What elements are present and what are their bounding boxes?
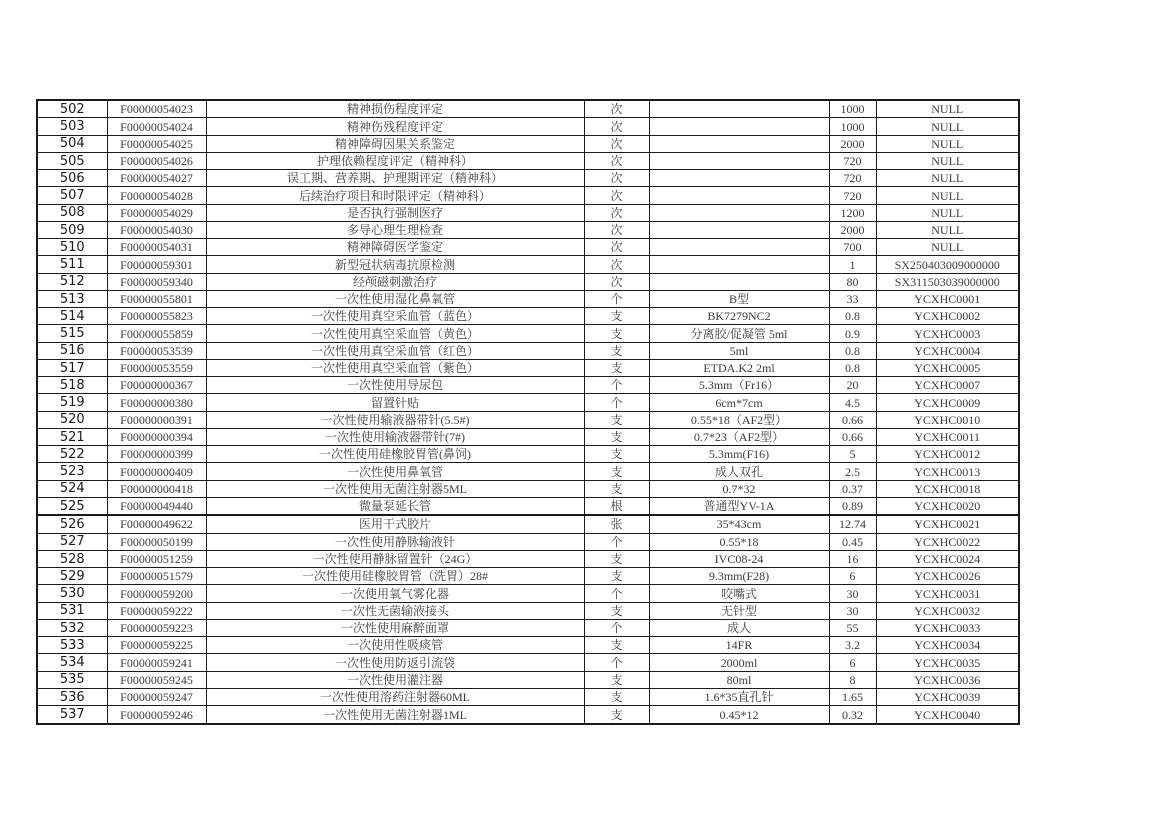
spec-cell: 5ml	[649, 342, 829, 359]
table-row	[37, 290, 1019, 307]
catalog-code-cell: YCXHC0034	[876, 637, 1019, 654]
spec-cell	[649, 170, 829, 187]
spec-cell: 35*43cm	[649, 515, 829, 533]
row-number-cell: 515	[37, 325, 107, 342]
price-cell: 30	[829, 602, 876, 619]
catalog-code-cell: YCXHC0021	[876, 515, 1019, 533]
catalog-code-cell: NULL	[876, 239, 1019, 256]
item-code-cell: F00000059247	[107, 688, 206, 705]
item-name-cell: 一次性使用湿化鼻氧管	[206, 290, 584, 307]
unit-cell: 次	[584, 152, 649, 169]
table-row	[37, 187, 1019, 204]
spec-cell: 0.55*18（AF2型）	[649, 411, 829, 428]
item-code-cell: F00000051579	[107, 568, 206, 585]
catalog-code-cell: YCXHC0033	[876, 619, 1019, 636]
row-number-cell: 520	[37, 411, 107, 428]
spec-cell: 9.3mm(F28)	[649, 568, 829, 585]
row-number-cell: 529	[37, 568, 107, 585]
row-number-cell: 535	[37, 671, 107, 688]
spec-cell	[649, 187, 829, 204]
catalog-code-cell: YCXHC0010	[876, 411, 1019, 428]
unit-cell: 支	[584, 446, 649, 463]
row-number-cell: 527	[37, 533, 107, 550]
unit-cell: 根	[584, 497, 649, 515]
item-code-cell: F00000054024	[107, 118, 206, 135]
row-number-cell: 507	[37, 187, 107, 204]
table-row	[37, 394, 1019, 411]
table-row	[37, 619, 1019, 636]
table-row	[37, 100, 1019, 118]
price-cell: 0.89	[829, 497, 876, 515]
item-code-cell: F00000059301	[107, 256, 206, 273]
unit-cell: 个	[584, 377, 649, 394]
table-row	[37, 446, 1019, 463]
table-row	[37, 273, 1019, 290]
item-name-cell: 后续治疗项目和时限评定（精神科）	[206, 187, 584, 204]
item-code-cell: F00000000367	[107, 377, 206, 394]
item-name-cell: 一次性使用静脉输液针	[206, 533, 584, 550]
row-number-cell: 516	[37, 342, 107, 359]
unit-cell: 支	[584, 568, 649, 585]
item-code-cell: F00000059246	[107, 706, 206, 724]
row-number-cell: 523	[37, 463, 107, 480]
item-name-cell: 新型冠状病毒抗原检测	[206, 256, 584, 273]
catalog-code-cell: YCXHC0009	[876, 394, 1019, 411]
item-name-cell: 一次性使用真空采血管（红色）	[206, 342, 584, 359]
item-code-cell: F00000059200	[107, 585, 206, 602]
unit-cell: 支	[584, 463, 649, 480]
spec-cell	[649, 273, 829, 290]
row-number-cell: 533	[37, 637, 107, 654]
catalog-code-cell: YCXHC0039	[876, 688, 1019, 705]
item-name-cell: 误工期、营养期、护理期评定（精神科）	[206, 170, 584, 187]
unit-cell: 支	[584, 706, 649, 724]
item-code-cell: F00000000399	[107, 446, 206, 463]
item-code-cell: F00000054031	[107, 239, 206, 256]
table-row	[37, 497, 1019, 515]
unit-cell: 个	[584, 533, 649, 550]
item-name-cell: 一次性使用麻醉面罩	[206, 619, 584, 636]
price-cell: 1	[829, 256, 876, 273]
unit-cell: 支	[584, 602, 649, 619]
row-number-cell: 517	[37, 359, 107, 376]
table-row	[37, 152, 1019, 169]
price-cell: 0.37	[829, 480, 876, 497]
catalog-code-cell: YCXHC0018	[876, 480, 1019, 497]
spec-cell	[649, 204, 829, 221]
item-name-cell: 一次性使用导尿包	[206, 377, 584, 394]
unit-cell: 次	[584, 204, 649, 221]
row-number-cell: 509	[37, 221, 107, 238]
price-cell: 55	[829, 619, 876, 636]
price-cell: 0.8	[829, 308, 876, 325]
price-cell: 6	[829, 568, 876, 585]
table-row	[37, 256, 1019, 273]
catalog-code-cell: YCXHC0026	[876, 568, 1019, 585]
spec-cell: IVC08-24	[649, 550, 829, 567]
price-cell: 1000	[829, 100, 876, 118]
unit-cell: 个	[584, 394, 649, 411]
unit-cell: 支	[584, 308, 649, 325]
spec-cell: 成人	[649, 619, 829, 636]
row-number-cell: 505	[37, 152, 107, 169]
spec-cell: 无针型	[649, 602, 829, 619]
unit-cell: 支	[584, 480, 649, 497]
item-code-cell: F00000049622	[107, 515, 206, 533]
price-cell: 16	[829, 550, 876, 567]
unit-cell: 支	[584, 688, 649, 705]
unit-cell: 次	[584, 187, 649, 204]
unit-cell: 支	[584, 637, 649, 654]
row-number-cell: 518	[37, 377, 107, 394]
price-cell: 2000	[829, 135, 876, 152]
spec-cell	[649, 100, 829, 118]
price-cell: 5	[829, 446, 876, 463]
table-row	[37, 480, 1019, 497]
table-row	[37, 221, 1019, 238]
item-name-cell: 一次使用氧气雾化器	[206, 585, 584, 602]
unit-cell: 支	[584, 359, 649, 376]
item-code-cell: F00000059225	[107, 637, 206, 654]
item-name-cell: 一次性无菌输液接头	[206, 602, 584, 619]
row-number-cell: 530	[37, 585, 107, 602]
item-code-cell: F00000054025	[107, 135, 206, 152]
item-name-cell: 留置针贴	[206, 394, 584, 411]
unit-cell: 个	[584, 654, 649, 671]
row-number-cell: 536	[37, 688, 107, 705]
catalog-code-cell: YCXHC0002	[876, 308, 1019, 325]
price-cell: 6	[829, 654, 876, 671]
catalog-code-cell: SX311503039000000	[876, 273, 1019, 290]
row-number-cell: 511	[37, 256, 107, 273]
spec-cell: 0.7*32	[649, 480, 829, 497]
item-name-cell: 一次性使用真空采血管（蓝色）	[206, 308, 584, 325]
unit-cell: 次	[584, 239, 649, 256]
price-cell: 0.45	[829, 533, 876, 550]
item-name-cell: 一次性使用输液器带针(7#)	[206, 428, 584, 445]
table-row	[37, 204, 1019, 221]
unit-cell: 个	[584, 619, 649, 636]
row-number-cell: 514	[37, 308, 107, 325]
spec-cell	[649, 118, 829, 135]
item-name-cell: 精神伤残程度评定	[206, 118, 584, 135]
catalog-code-cell: YCXHC0040	[876, 706, 1019, 724]
price-cell: 720	[829, 152, 876, 169]
table-row	[37, 342, 1019, 359]
catalog-code-cell: YCXHC0004	[876, 342, 1019, 359]
table-row	[37, 239, 1019, 256]
spec-cell	[649, 239, 829, 256]
spec-cell: 0.7*23（AF2型）	[649, 428, 829, 445]
spec-cell: 6cm*7cm	[649, 394, 829, 411]
row-number-cell: 531	[37, 602, 107, 619]
table-row	[37, 637, 1019, 654]
catalog-code-cell: NULL	[876, 170, 1019, 187]
item-code-cell: F00000000409	[107, 463, 206, 480]
catalog-code-cell: NULL	[876, 118, 1019, 135]
item-code-cell: F00000054030	[107, 221, 206, 238]
table-row	[37, 688, 1019, 705]
item-code-cell: F00000000380	[107, 394, 206, 411]
catalog-code-cell: YCXHC0005	[876, 359, 1019, 376]
row-number-cell: 504	[37, 135, 107, 152]
price-cell: 33	[829, 290, 876, 307]
unit-cell: 支	[584, 550, 649, 567]
price-cell: 0.8	[829, 359, 876, 376]
table-row	[37, 533, 1019, 550]
item-name-cell: 一次性使用输液器带针(5.5#)	[206, 411, 584, 428]
unit-cell: 次	[584, 170, 649, 187]
item-name-cell: 护理依赖程度评定（精神科）	[206, 152, 584, 169]
table-row	[37, 654, 1019, 671]
item-name-cell: 经颅磁刺激治疗	[206, 273, 584, 290]
item-name-cell: 一次性使用真空采血管（紫色）	[206, 359, 584, 376]
item-name-cell: 微量泵延长管	[206, 497, 584, 515]
catalog-code-cell: YCXHC0032	[876, 602, 1019, 619]
spec-cell: 0.55*18	[649, 533, 829, 550]
price-cell: 0.32	[829, 706, 876, 724]
unit-cell: 张	[584, 515, 649, 533]
item-code-cell: F00000055801	[107, 290, 206, 307]
unit-cell: 次	[584, 273, 649, 290]
price-cell: 80	[829, 273, 876, 290]
price-cell: 0.66	[829, 428, 876, 445]
catalog-code-cell: YCXHC0001	[876, 290, 1019, 307]
unit-cell: 次	[584, 118, 649, 135]
item-code-cell: F00000059245	[107, 671, 206, 688]
item-name-cell: 一次性使用真空采血管（黄色）	[206, 325, 584, 342]
item-name-cell: 一次性使用灌注器	[206, 671, 584, 688]
spec-cell: B型	[649, 290, 829, 307]
catalog-code-cell: YCXHC0031	[876, 585, 1019, 602]
price-cell: 3.2	[829, 637, 876, 654]
row-number-cell: 525	[37, 497, 107, 515]
table-row	[37, 135, 1019, 152]
spec-cell: ETDA.K2 2ml	[649, 359, 829, 376]
spec-cell: 咬嘴式	[649, 585, 829, 602]
spec-cell: BK7279NC2	[649, 308, 829, 325]
item-name-cell: 一次使用性吸痰管	[206, 637, 584, 654]
price-cell: 720	[829, 187, 876, 204]
table-row	[37, 428, 1019, 445]
catalog-code-cell: YCXHC0013	[876, 463, 1019, 480]
item-code-cell: F00000059241	[107, 654, 206, 671]
row-number-cell: 512	[37, 273, 107, 290]
spec-cell: 14FR	[649, 637, 829, 654]
catalog-code-cell: YCXHC0024	[876, 550, 1019, 567]
spec-cell: 5.3mm(F16)	[649, 446, 829, 463]
row-number-cell: 532	[37, 619, 107, 636]
item-code-cell: F00000049440	[107, 497, 206, 515]
row-number-cell: 526	[37, 515, 107, 533]
catalog-code-cell: YCXHC0011	[876, 428, 1019, 445]
item-code-cell: F00000059223	[107, 619, 206, 636]
price-cell: 0.9	[829, 325, 876, 342]
table-row	[37, 706, 1019, 724]
spec-cell	[649, 221, 829, 238]
row-number-cell: 534	[37, 654, 107, 671]
item-name-cell: 一次性使用防返引流袋	[206, 654, 584, 671]
table-row	[37, 568, 1019, 585]
catalog-code-cell: NULL	[876, 152, 1019, 169]
item-code-cell: F00000054029	[107, 204, 206, 221]
table-row	[37, 118, 1019, 135]
unit-cell: 个	[584, 290, 649, 307]
item-code-cell: F00000053559	[107, 359, 206, 376]
item-code-cell: F00000055823	[107, 308, 206, 325]
medical-items-table	[36, 99, 1020, 725]
table-row	[37, 463, 1019, 480]
unit-cell: 次	[584, 221, 649, 238]
price-cell: 700	[829, 239, 876, 256]
unit-cell: 支	[584, 325, 649, 342]
item-name-cell: 精神障碍因果关系鉴定	[206, 135, 584, 152]
item-code-cell: F00000053539	[107, 342, 206, 359]
unit-cell: 支	[584, 342, 649, 359]
table-row	[37, 170, 1019, 187]
table-row	[37, 377, 1019, 394]
item-code-cell: F00000000394	[107, 428, 206, 445]
price-cell: 4.5	[829, 394, 876, 411]
item-code-cell: F00000000418	[107, 480, 206, 497]
item-name-cell: 精神障碍医学鉴定	[206, 239, 584, 256]
table-row	[37, 585, 1019, 602]
price-cell: 20	[829, 377, 876, 394]
unit-cell: 次	[584, 100, 649, 118]
spec-cell: 80ml	[649, 671, 829, 688]
spec-cell: 0.45*12	[649, 706, 829, 724]
spec-cell	[649, 256, 829, 273]
catalog-code-cell: YCXHC0012	[876, 446, 1019, 463]
item-code-cell: F00000054026	[107, 152, 206, 169]
price-cell: 1.65	[829, 688, 876, 705]
unit-cell: 次	[584, 256, 649, 273]
catalog-code-cell: YCXHC0022	[876, 533, 1019, 550]
item-name-cell: 一次性使用硅橡胶胃管（洗胃）28#	[206, 568, 584, 585]
item-code-cell: F00000054028	[107, 187, 206, 204]
table-row	[37, 550, 1019, 567]
spec-cell: 2000ml	[649, 654, 829, 671]
row-number-cell: 537	[37, 706, 107, 724]
item-code-cell: F00000059340	[107, 273, 206, 290]
item-code-cell: F00000051259	[107, 550, 206, 567]
price-cell: 30	[829, 585, 876, 602]
item-code-cell: F00000054027	[107, 170, 206, 187]
spec-cell: 成人双孔	[649, 463, 829, 480]
item-code-cell: F00000000391	[107, 411, 206, 428]
table-row	[37, 671, 1019, 688]
spec-cell: 1.6*35直孔针	[649, 688, 829, 705]
spec-cell: 分离胶/促凝管 5ml	[649, 325, 829, 342]
price-cell: 1200	[829, 204, 876, 221]
catalog-code-cell: YCXHC0003	[876, 325, 1019, 342]
price-cell: 2.5	[829, 463, 876, 480]
item-name-cell: 一次性使用无菌注射器1ML	[206, 706, 584, 724]
table-row	[37, 602, 1019, 619]
price-cell: 1000	[829, 118, 876, 135]
catalog-code-cell: NULL	[876, 100, 1019, 118]
item-name-cell: 是否执行强制医疗	[206, 204, 584, 221]
item-name-cell: 多导心理生理检查	[206, 221, 584, 238]
row-number-cell: 513	[37, 290, 107, 307]
unit-cell: 支	[584, 671, 649, 688]
table-row	[37, 325, 1019, 342]
unit-cell: 个	[584, 585, 649, 602]
row-number-cell: 519	[37, 394, 107, 411]
row-number-cell: 503	[37, 118, 107, 135]
item-name-cell: 一次性使用溶药注射器60ML	[206, 688, 584, 705]
item-name-cell: 一次性使用鼻氧管	[206, 463, 584, 480]
item-name-cell: 精神损伤程度评定	[206, 100, 584, 118]
price-cell: 8	[829, 671, 876, 688]
item-code-cell: F00000050199	[107, 533, 206, 550]
item-name-cell: 一次性使用静脉留置针（24G）	[206, 550, 584, 567]
spec-cell	[649, 135, 829, 152]
price-cell: 12.74	[829, 515, 876, 533]
catalog-code-cell: YCXHC0007	[876, 377, 1019, 394]
row-number-cell: 502	[37, 100, 107, 118]
catalog-code-cell: YCXHC0035	[876, 654, 1019, 671]
table-row	[37, 515, 1019, 533]
item-name-cell: 医用干式胶片	[206, 515, 584, 533]
price-cell: 0.66	[829, 411, 876, 428]
price-cell: 0.8	[829, 342, 876, 359]
catalog-code-cell: YCXHC0020	[876, 497, 1019, 515]
row-number-cell: 521	[37, 428, 107, 445]
item-name-cell: 一次性使用硅橡胶胃管(鼻饲)	[206, 446, 584, 463]
spec-cell	[649, 152, 829, 169]
item-code-cell: F00000059222	[107, 602, 206, 619]
item-code-cell: F00000054023	[107, 100, 206, 118]
table-row	[37, 411, 1019, 428]
table-row	[37, 308, 1019, 325]
price-cell: 2000	[829, 221, 876, 238]
unit-cell: 支	[584, 411, 649, 428]
price-cell: 720	[829, 170, 876, 187]
unit-cell: 次	[584, 135, 649, 152]
catalog-code-cell: NULL	[876, 221, 1019, 238]
item-name-cell: 一次性使用无菌注射器5ML	[206, 480, 584, 497]
catalog-code-cell: YCXHC0036	[876, 671, 1019, 688]
row-number-cell: 506	[37, 170, 107, 187]
catalog-code-cell: SX250403009000000	[876, 256, 1019, 273]
spec-cell: 5.3mm（Fr16）	[649, 377, 829, 394]
unit-cell: 支	[584, 428, 649, 445]
row-number-cell: 510	[37, 239, 107, 256]
row-number-cell: 528	[37, 550, 107, 567]
catalog-code-cell: NULL	[876, 187, 1019, 204]
item-code-cell: F00000055859	[107, 325, 206, 342]
spec-cell: 普通型YV-1A	[649, 497, 829, 515]
row-number-cell: 524	[37, 480, 107, 497]
row-number-cell: 522	[37, 446, 107, 463]
items-table-body	[37, 100, 1019, 724]
catalog-code-cell: NULL	[876, 204, 1019, 221]
table-row	[37, 359, 1019, 376]
row-number-cell: 508	[37, 204, 107, 221]
catalog-code-cell: NULL	[876, 135, 1019, 152]
